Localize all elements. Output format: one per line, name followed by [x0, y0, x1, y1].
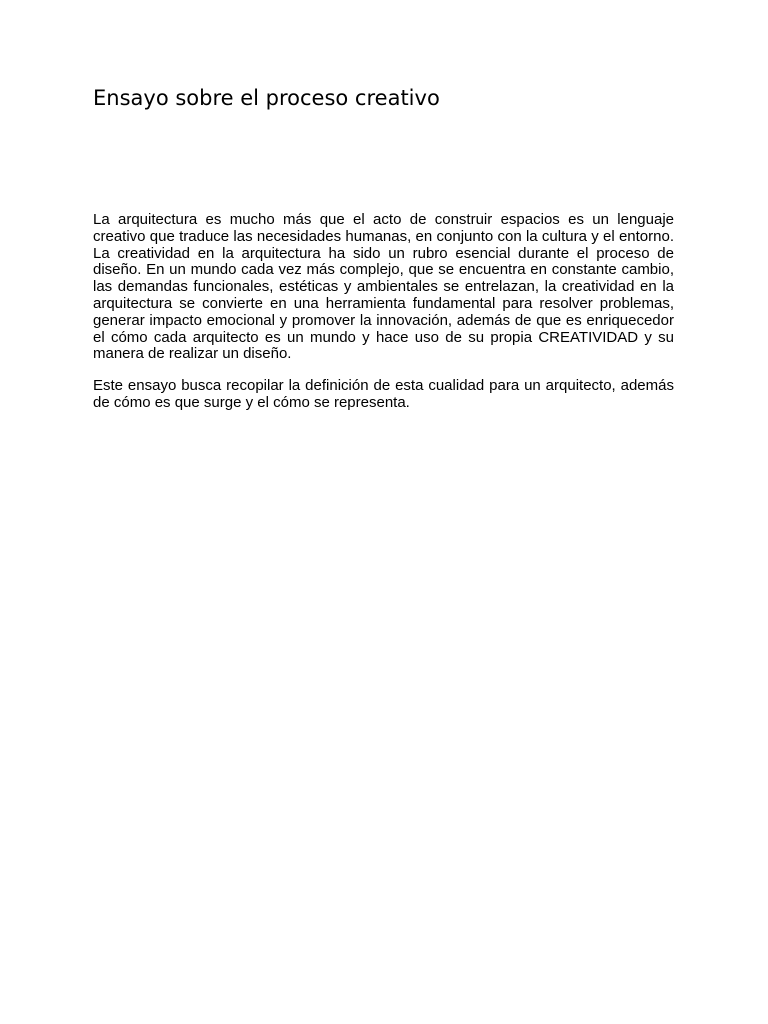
document-title: Ensayo sobre el proceso creativo [93, 86, 440, 110]
intro-paragraph: La arquitectura es mucho más que el acto de construir espacios es un lenguaje creativo que traduce las necesidades humanas, en conjunto con la cultura y el entorno. La creatividad en la arquitectura ha sido un rubro esencial durante el proceso de diseño. En un mundo cada vez más complejo, que se encuentra en constante cambio, las demandas funcionales, estéticas y ambientales se entrelazan, la creatividad en la arquitectura se convierte en una herramienta fundamental para resolver problemas, generar impacto emocional y promover la innovación, además de que es enriquecedor el cómo cada arquitecto es un mundo y hace uso de su propia CREATIVIDAD y su manera de realizar un diseño. [93, 211, 674, 363]
purpose-paragraph: Este ensayo busca recopilar la definición de esta cualidad para un arquitecto, además de cómo es que surge y el cómo se representa. [93, 377, 674, 411]
document-body [93, 212, 674, 427]
